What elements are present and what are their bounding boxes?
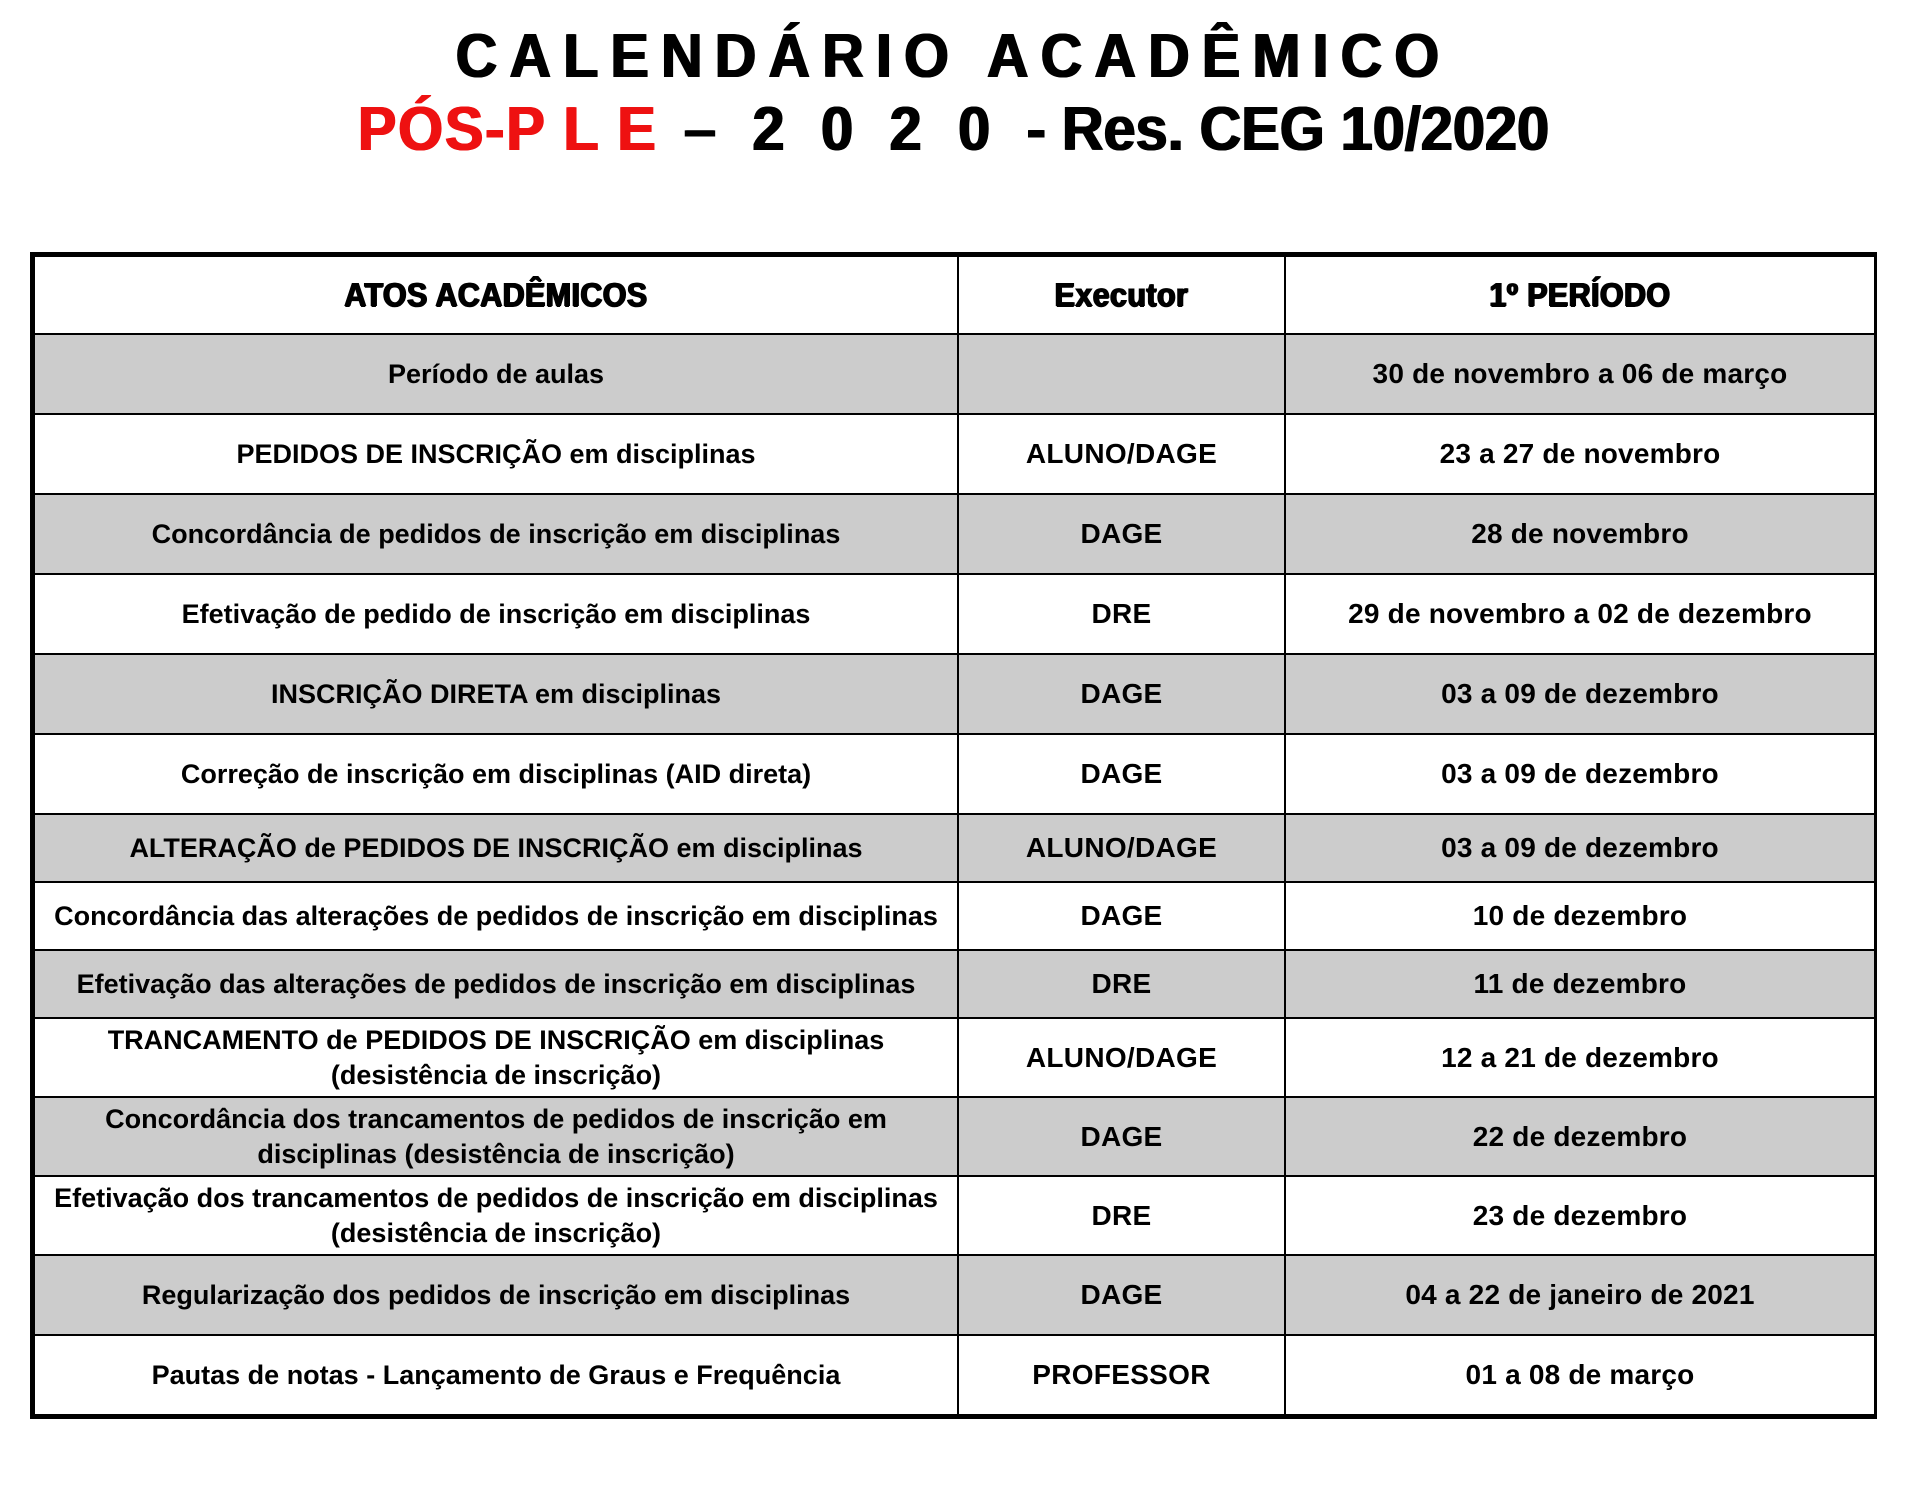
cell-executor: DRE (958, 574, 1285, 654)
cell-period: 30 de novembro a 06 de março (1285, 334, 1875, 414)
cell-executor (958, 334, 1285, 414)
cell-period: 29 de novembro a 02 de dezembro (1285, 574, 1875, 654)
column-header-atos-academicos: ATOS ACADÊMICOS (71, 256, 921, 334)
cell-act: PEDIDOS DE INSCRIÇÃO em disciplinas (34, 414, 958, 494)
page-title-line-2 (67, 93, 1841, 166)
table-header-row (34, 256, 1875, 334)
page-title-line-1: CALENDÁRIO ACADÊMICO (455, 22, 1452, 91)
cell-act: Regularização dos pedidos de inscrição em disciplinas (34, 1255, 958, 1335)
cell-executor: DAGE (958, 734, 1285, 814)
cell-executor: DAGE (958, 1255, 1285, 1335)
cell-period: 10 de dezembro (1285, 882, 1875, 950)
cell-act: Pautas de notas - Lançamento de Graus e Frequência (34, 1335, 958, 1415)
cell-act: INSCRIÇÃO DIRETA em disciplinas (34, 654, 958, 734)
cell-act: Efetivação dos trancamentos de pedidos de inscrição em disciplinas (desistência de inscrição) (34, 1176, 958, 1255)
table-row (34, 1018, 1875, 1097)
cell-period: 03 a 09 de dezembro (1285, 814, 1875, 882)
cell-period: 28 de novembro (1285, 494, 1875, 574)
cell-executor: ALUNO/DAGE (958, 1018, 1285, 1097)
cell-executor: ALUNO/DAGE (958, 814, 1285, 882)
cell-act: Efetivação das alterações de pedidos de inscrição em disciplinas (34, 950, 958, 1018)
table-row (34, 334, 1875, 414)
page-title-resolution: - Res. CEG 10/2020 (1026, 95, 1550, 165)
table-row (34, 494, 1875, 574)
cell-period: 01 a 08 de março (1285, 1335, 1875, 1415)
table-row (34, 414, 1875, 494)
cell-executor: DAGE (958, 494, 1285, 574)
cell-period: 23 de dezembro (1285, 1176, 1875, 1255)
cell-executor: DRE (958, 950, 1285, 1018)
table-row (34, 950, 1875, 1018)
cell-executor: DRE (958, 1176, 1285, 1255)
page-title-year: – 2 0 2 0 (657, 95, 1027, 165)
cell-period: 03 a 09 de dezembro (1285, 654, 1875, 734)
column-header-executor: Executor (971, 256, 1272, 334)
cell-act: Efetivação de pedido de inscrição em disciplinas (34, 574, 958, 654)
cell-executor: DAGE (958, 654, 1285, 734)
cell-period: 03 a 09 de dezembro (1285, 734, 1875, 814)
table-row (34, 1176, 1875, 1255)
cell-period: 12 a 21 de dezembro (1285, 1018, 1875, 1097)
column-header-periodo: 1º PERÍODO (1309, 256, 1852, 334)
cell-executor: DAGE (958, 1097, 1285, 1176)
cell-period: 04 a 22 de janeiro de 2021 (1285, 1255, 1875, 1335)
table-body (34, 334, 1875, 1415)
cell-period: 23 a 27 de novembro (1285, 414, 1875, 494)
academic-calendar-table (33, 255, 1876, 1416)
page-title-program-red: PÓS-P L E (357, 95, 658, 165)
table-row (34, 734, 1875, 814)
cell-executor: ALUNO/DAGE (958, 414, 1285, 494)
cell-executor: DAGE (958, 882, 1285, 950)
academic-calendar-table-wrapper (30, 252, 1877, 1419)
table-row (34, 882, 1875, 950)
cell-period: 11 de dezembro (1285, 950, 1875, 1018)
cell-act: ALTERAÇÃO de PEDIDOS DE INSCRIÇÃO em disciplinas (34, 814, 958, 882)
table-row (34, 654, 1875, 734)
table-row (34, 1335, 1875, 1415)
cell-act: Concordância das alterações de pedidos de inscrição em disciplinas (34, 882, 958, 950)
cell-act: Período de aulas (34, 334, 958, 414)
cell-act: Concordância de pedidos de inscrição em disciplinas (34, 494, 958, 574)
cell-act: TRANCAMENTO de PEDIDOS DE INSCRIÇÃO em disciplinas (desistência de inscrição) (34, 1018, 958, 1097)
cell-act: Concordância dos trancamentos de pedidos de inscrição em disciplinas (desistência de inscrição) (34, 1097, 958, 1176)
document-title-block (0, 22, 1907, 167)
cell-executor: PROFESSOR (958, 1335, 1285, 1415)
table-row (34, 1255, 1875, 1335)
table-row (34, 574, 1875, 654)
cell-period: 22 de dezembro (1285, 1097, 1875, 1176)
cell-act: Correção de inscrição em disciplinas (AID direta) (34, 734, 958, 814)
table-row (34, 1097, 1875, 1176)
table-row (34, 814, 1875, 882)
